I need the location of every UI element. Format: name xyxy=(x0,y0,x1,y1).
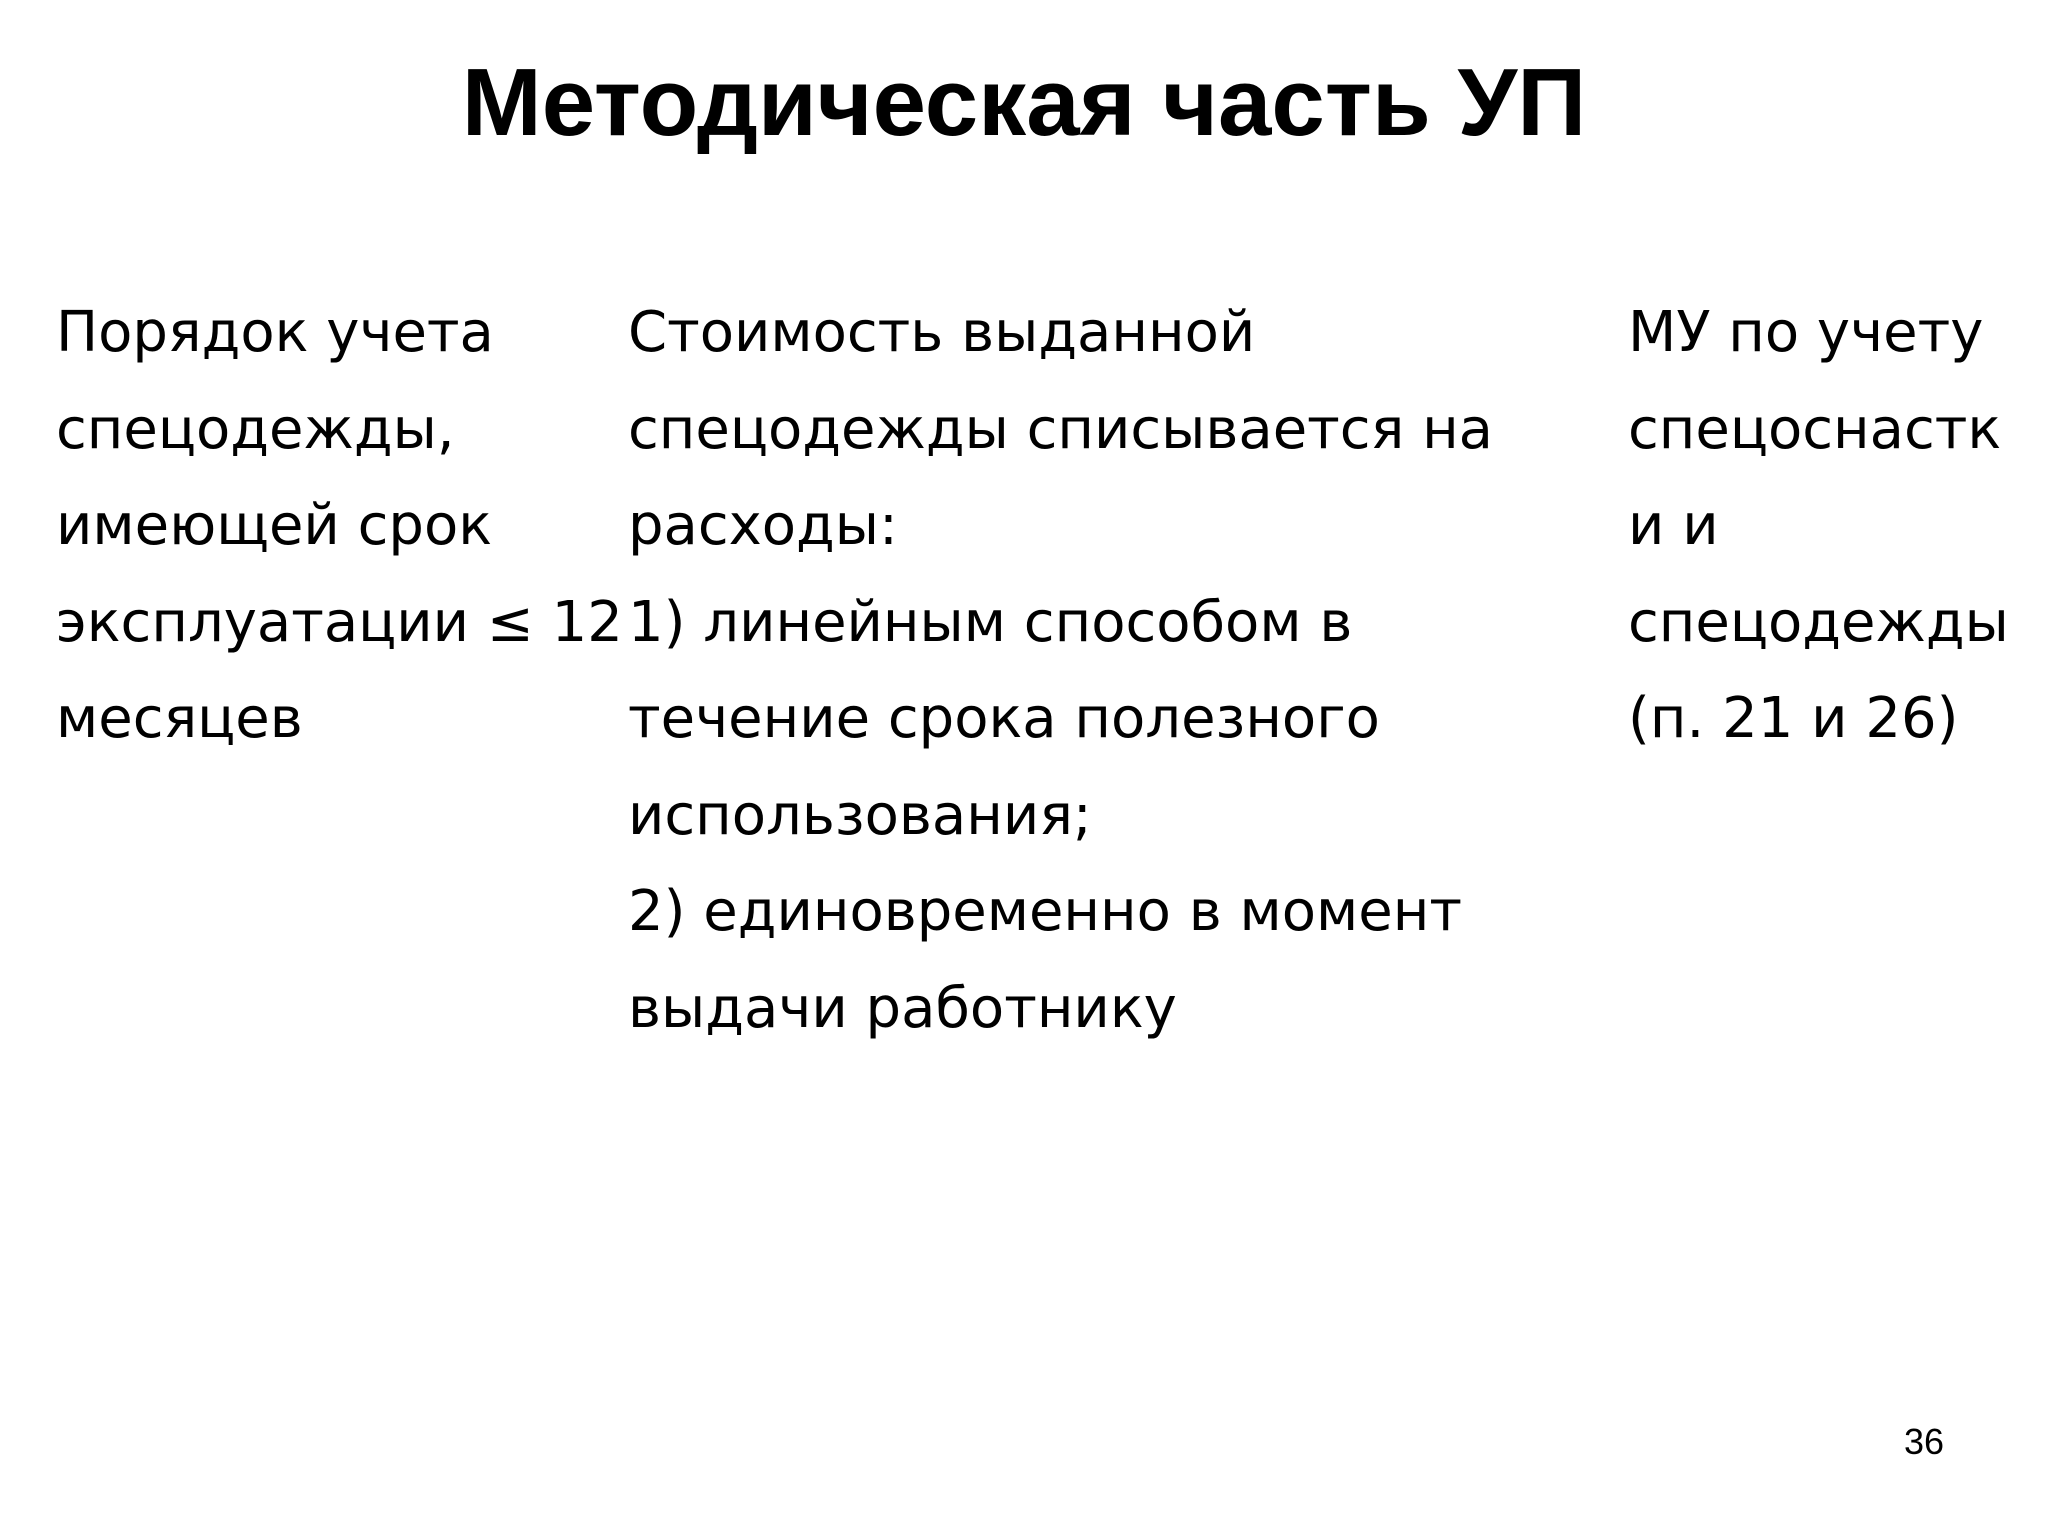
column-text-line: Порядок учета xyxy=(56,300,494,365)
column-text-line: 2) единовременно в момент xyxy=(628,879,1462,944)
column-text-line: течение срока полезного xyxy=(628,686,1380,751)
column-text-line: расходы: xyxy=(628,493,898,558)
column-text-line: спецодежды списывается на xyxy=(628,396,1493,462)
page-number: 36 xyxy=(1903,1421,1944,1462)
column-text-line: имеющей срок xyxy=(56,493,493,558)
slide-title: Методическая часть УП xyxy=(461,49,1587,156)
column-text-line: выдачи работнику xyxy=(628,975,1177,1041)
column-regulation-reference xyxy=(1628,285,2009,768)
column-text-line: эксплуатации ≤ 12 xyxy=(56,589,623,655)
column-text-line: спецоснастк xyxy=(1628,396,2002,462)
column-text-line: спецодежды, xyxy=(56,396,455,462)
column-text-line: 1) линейным способом в xyxy=(628,589,1353,655)
column-text-line: МУ по учету xyxy=(1628,300,1984,365)
column-text-line: (п. 21 и 26) xyxy=(1628,686,1959,751)
column-text-line: использования; xyxy=(628,782,1092,848)
column-text-line: месяцев xyxy=(56,686,303,751)
column-text-line: и и xyxy=(1628,493,1719,558)
column-accounting-procedure xyxy=(56,285,623,768)
column-text-line: спецодежды xyxy=(1628,589,2009,655)
column-write-off-method xyxy=(628,285,1493,1057)
column-text-line: Стоимость выданной xyxy=(628,300,1256,365)
